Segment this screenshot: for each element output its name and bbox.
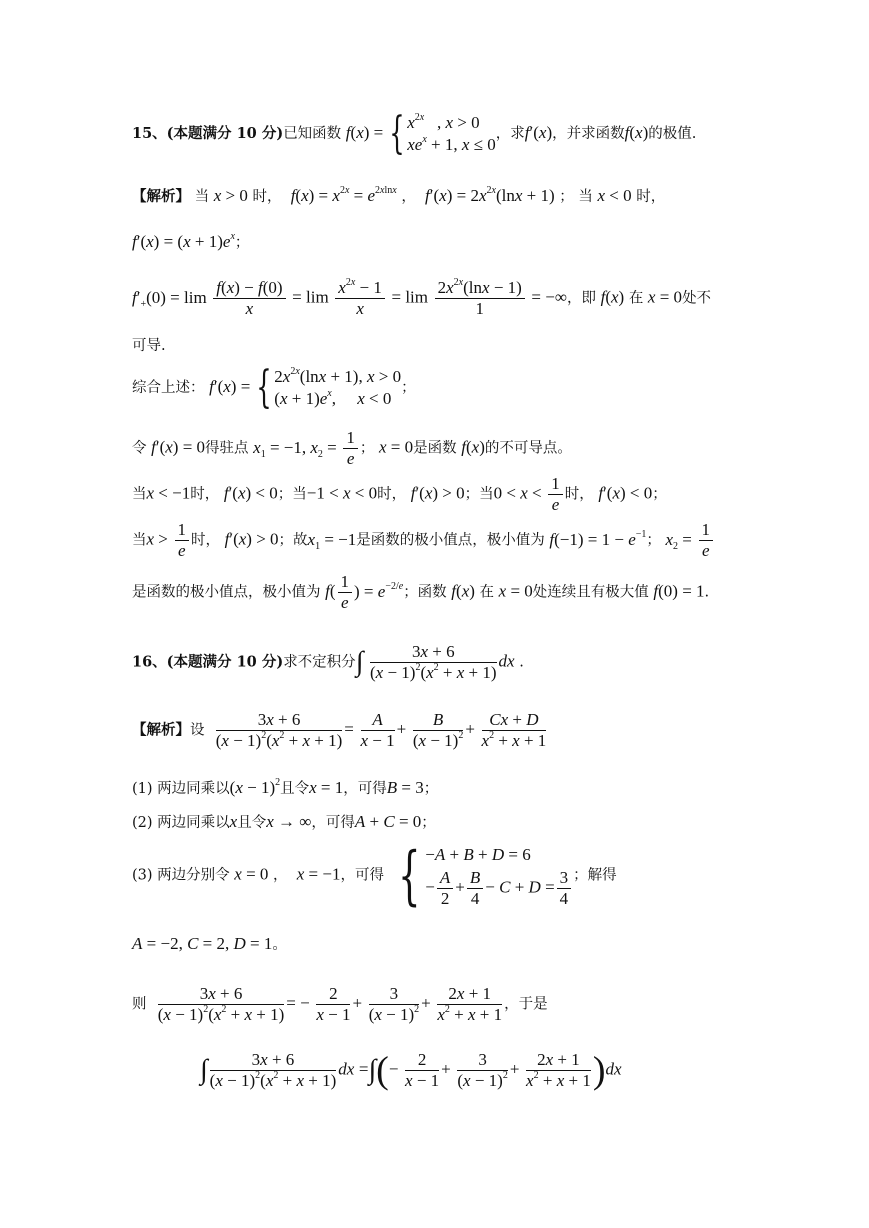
- q15-prompt-line: 15、(本题满分 10 分)已知函数 f(x) = { $x^{2x}$ , x > 0 $xe^x + 1$, x ≤ 0 ，求f′(x)，并求函数f(x)的极值.: [132, 108, 697, 159]
- q16-heading: 16、(本题满分 10 分): [132, 653, 284, 671]
- q15-summary-label: 综合上述：: [132, 380, 205, 396]
- q15-prompt-c: ，并求函数: [552, 126, 625, 142]
- q15-prompt-b: ，求: [495, 126, 525, 142]
- q16-prompt-line: 16、(本题满分 10 分)求不定积分∫ $\frac{3x + 6}{(x - 1)^2(x^2 + x + 1)}$ dx .: [132, 642, 524, 682]
- q15-summary-line: 综合上述： f′(x) = { $2x^{2x}(\ln x + 1)$, x > 0 $(x + 1)e^x$, x < 0 ；: [132, 362, 416, 413]
- q16-step-3: (3) 两边分别令 x = 0 ， x = −1，可得 { −A + B + D = 6 − $\frac{A}{2}$ + $\frac{B}{4}$ − C + D = $\frac{3}{4}$ ；解得: [132, 838, 617, 913]
- q15-conclusion-line-2: 是函数的极小值点，极小值为 f( $\frac{1}{e}$ ) = $e^{-2/e}$；函数 f(x) 在 x = 0处连续且有极大值 f(0) = 1.: [132, 572, 710, 612]
- q16-result-line: 则 $\frac{3x + 6}{(x - 1)^2(x^2 + x + 1)}$ = − $\frac{2}{x - 1}$ + $\frac{3}{(x - 1)^2}$ + $\frac{2x + 1}{x^2 + x + 1}$ ，于是: [132, 984, 548, 1024]
- q15-solution-line-2: $f'(x) = (x + 1)e^x$；: [132, 231, 250, 251]
- q15-critical-points-line: 令 f′(x) = 0得驻点 $x_1 = -1$, $x_2$ = $\frac{1}{e}$ ； x = 0是函数 f(x)的不可导点。: [132, 428, 572, 468]
- q16-step-1: (1) 两边同乘以$(x - 1)^2$且令x = 1，可得B = 3；: [132, 777, 439, 797]
- q15-function-def: f(x) =: [345, 123, 384, 142]
- q15-piecewise: $x^{2x}$ , x > 0 $xe^x + 1$, x ≤ 0: [407, 112, 496, 154]
- q15-solution-label: 【解析】: [132, 188, 190, 205]
- q16-solution-label: 【解析】: [132, 721, 190, 739]
- q16-integral-line: ∫ $\frac{3x + 6}{(x - 1)^2(x^2 + x + 1)}$ dx =∫(− $\frac{2}{x - 1}$ + $\frac{3}{(x - 1)^2}$ + $\frac{2x + 1}{x^2 + x + 1}$ )dx: [200, 1049, 622, 1092]
- q15-heading: 15、(本题满分 10 分): [132, 125, 284, 142]
- q15-conclusion-line-1: 当x > $\frac{1}{e}$ 时， f′(x) > 0；故$x_1 = -1$是函数的极小值点，极小值为 $f(-1) = 1 - e^{-1}$； $x_2$ = $\frac{1}{e}$: [132, 520, 715, 561]
- q15-solution-line-1: 【解析】 当 x > 0 时， $f(x) = x^{2x} = e^{2xlnx}$ ， $f'(x) = 2x^{2x}(\ln x + 1)$ ； 当 x < 0 时，: [132, 185, 666, 205]
- q15-right-derivative-line: $f'_+(0) = \lim$ $\frac{f(x) - f(0)}{x}$ = lim $\frac{x^{2x} - 1}{x}$ = lim $\frac{2x^{2x}(\ln x - 1)}{1}$ = −∞，即 f(x) 在 x = 0处不: [132, 277, 712, 318]
- q16-coefficients-line: A = −2, C = 2, D = 1。: [132, 934, 287, 953]
- q15-prompt-a: 已知函数: [283, 126, 342, 142]
- q15-intervals-line: 当x < −1时， f′(x) < 0；当−1 < x < 0时， f′(x) > 0；当0 < x < $\frac{1}{e}$ 时， f′(x) < 0；: [132, 474, 667, 514]
- q16-prompt: 求不定积分: [283, 654, 356, 671]
- q15-prompt-d: 的极值.: [648, 126, 697, 142]
- q16-decomposition-line: 【解析】设 $\frac{3x + 6}{(x - 1)^2(x^2 + x + 1)}$ = $\frac{A}{x - 1}$ + $\frac{B}{(x - 1)^2}$ + $\frac{Cx + D}{x^2 + x + 1}$: [132, 710, 547, 750]
- q16-step-2: (2) 两边同乘以x且令x → ∞，可得A + C = 0；: [132, 812, 436, 831]
- q15-not-differentiable: 可导.: [132, 338, 166, 354]
